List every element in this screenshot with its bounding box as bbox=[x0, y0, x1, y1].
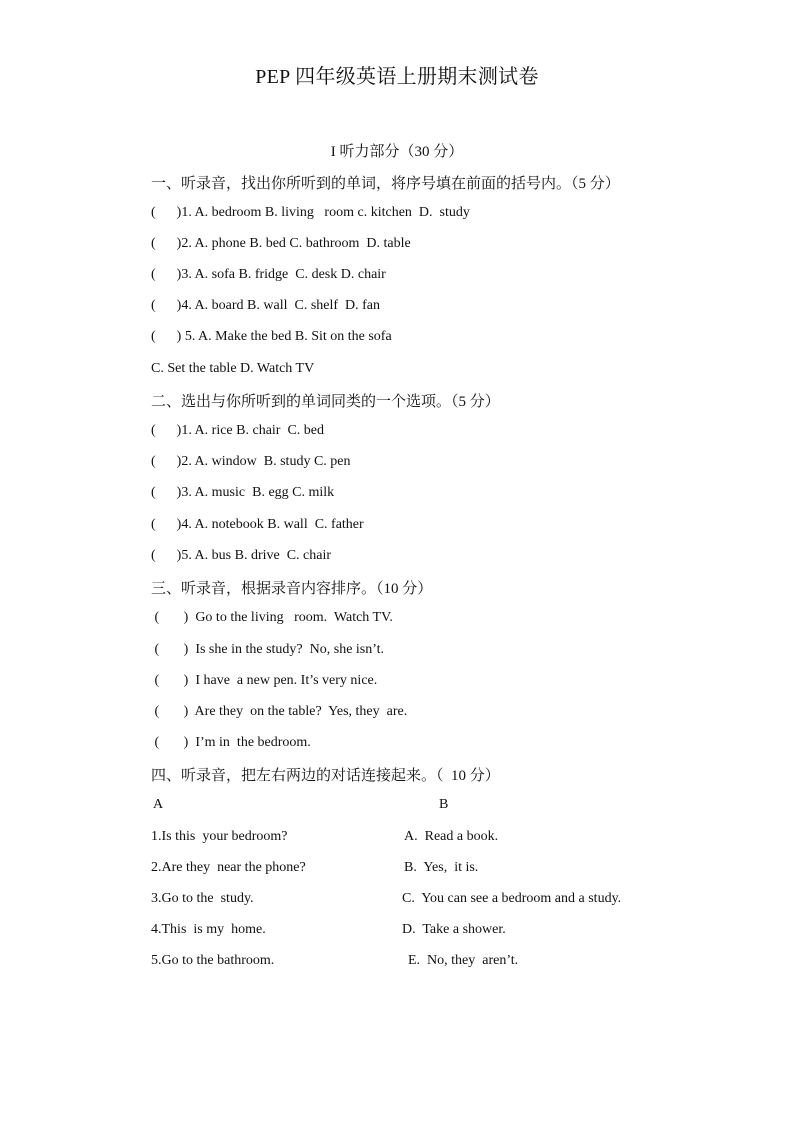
left-item-5: 5.Go to the bathroom. bbox=[151, 953, 275, 968]
s3-item-1: ( ) Go to the living room. Watch TV. bbox=[151, 610, 393, 625]
s1-item-2: ( )2. A. phone B. bed C. bathroom D. table bbox=[151, 236, 411, 251]
column-b-label: B bbox=[439, 797, 449, 812]
s1-item-5-cont: C. Set the table D. Watch TV bbox=[151, 361, 315, 376]
s3-item-2: ( ) Is she in the study? No, she isn’t. bbox=[151, 642, 385, 657]
s2-item-5: ( )5. A. bus B. drive C. chair bbox=[151, 548, 332, 563]
section-2-heading: 二、选出与你所听到的单词同类的一个选项。（5 分） bbox=[151, 394, 500, 410]
s1-item-5: ( ) 5. A. Make the bed B. Sit on the sofa bbox=[151, 329, 392, 344]
s1-item-4: ( )4. A. board B. wall C. shelf D. fan bbox=[151, 298, 381, 313]
right-item-d: D. Take a shower. bbox=[402, 922, 506, 937]
right-item-e: E. No, they aren’t. bbox=[408, 953, 519, 968]
left-item-2: 2.Are they near the phone? bbox=[151, 860, 306, 875]
right-item-b: B. Yes, it is. bbox=[404, 860, 479, 875]
s1-item-1: ( )1. A. bedroom B. living room c. kitchen D. study bbox=[151, 205, 470, 220]
left-item-3: 3.Go to the study. bbox=[151, 891, 254, 906]
s2-item-3: ( )3. A. music B. egg C. milk bbox=[151, 485, 335, 500]
left-item-4: 4.This is my home. bbox=[151, 922, 266, 937]
right-item-c: C. You can see a bedroom and a study. bbox=[402, 891, 622, 906]
column-a-label: A bbox=[153, 797, 164, 812]
section-3-heading: 三、听录音，根据录音内容排序。（10 分） bbox=[151, 581, 433, 597]
part-title: I 听力部分（30 分） bbox=[330, 144, 464, 160]
right-item-a: A. Read a book. bbox=[404, 829, 499, 844]
section-1-heading: 一、听录音，找出你所听到的单词，将序号填在前面的括号内。（5 分） bbox=[151, 176, 620, 192]
section-4-heading: 四、听录音，把左右两边的对话连接起来。（ 10 分） bbox=[151, 768, 500, 784]
s3-item-4: ( ) Are they on the table? Yes, they are. bbox=[151, 704, 408, 719]
s3-item-5: ( ) I’m in the bedroom. bbox=[151, 735, 311, 750]
s2-item-1: ( )1. A. rice B. chair C. bed bbox=[151, 423, 325, 438]
s3-item-3: ( ) I have a new pen. It’s very nice. bbox=[151, 673, 378, 688]
s2-item-4: ( )4. A. notebook B. wall C. father bbox=[151, 517, 364, 532]
left-item-1: 1.Is this your bedroom? bbox=[151, 829, 288, 844]
page-title: PEP 四年级英语上册期末测试卷 bbox=[255, 66, 539, 88]
s2-item-2: ( )2. A. window B. study C. pen bbox=[151, 454, 351, 469]
s1-item-3: ( )3. A. sofa B. fridge C. desk D. chair bbox=[151, 267, 386, 282]
